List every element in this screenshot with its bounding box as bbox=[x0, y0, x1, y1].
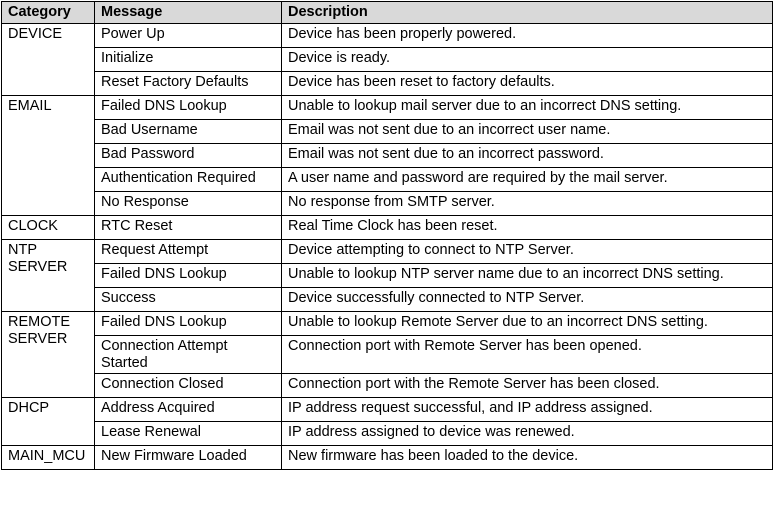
message-cell: New Firmware Loaded bbox=[95, 446, 282, 470]
table-row bbox=[2, 168, 773, 192]
description-cell: IP address assigned to device was renewed. bbox=[282, 422, 773, 446]
message-cell: Bad Username bbox=[95, 120, 282, 144]
table-row bbox=[2, 374, 773, 398]
table-row bbox=[2, 398, 773, 422]
table-row bbox=[2, 48, 773, 72]
message-cell: Authentication Required bbox=[95, 168, 282, 192]
table-row bbox=[2, 422, 773, 446]
table-row bbox=[2, 24, 773, 48]
table-row bbox=[2, 264, 773, 288]
message-cell: No Response bbox=[95, 192, 282, 216]
message-cell: Failed DNS Lookup bbox=[95, 96, 282, 120]
message-cell: Success bbox=[95, 288, 282, 312]
table-row bbox=[2, 96, 773, 120]
description-cell: No response from SMTP server. bbox=[282, 192, 773, 216]
description-cell: Unable to lookup Remote Server due to an incorrect DNS setting. bbox=[282, 312, 773, 336]
message-cell: Connection Closed bbox=[95, 374, 282, 398]
description-cell: Unable to lookup NTP server name due to an incorrect DNS setting. bbox=[282, 264, 773, 288]
table-header bbox=[2, 2, 773, 24]
category-cell-device: DEVICE bbox=[2, 24, 95, 96]
header-message: Message bbox=[95, 2, 282, 24]
table-row bbox=[2, 312, 773, 336]
description-cell: Device has been properly powered. bbox=[282, 24, 773, 48]
description-cell: IP address request successful, and IP address assigned. bbox=[282, 398, 773, 422]
description-cell: Device successfully connected to NTP Server. bbox=[282, 288, 773, 312]
table-row bbox=[2, 120, 773, 144]
message-cell: Initialize bbox=[95, 48, 282, 72]
message-cell: Lease Renewal bbox=[95, 422, 282, 446]
message-cell: Failed DNS Lookup bbox=[95, 264, 282, 288]
table-row bbox=[2, 240, 773, 264]
category-cell-clock: CLOCK bbox=[2, 216, 95, 240]
table-body bbox=[2, 24, 773, 470]
message-cell: Bad Password bbox=[95, 144, 282, 168]
message-cell: Failed DNS Lookup bbox=[95, 312, 282, 336]
category-cell-ntp-server: NTP SERVER bbox=[2, 240, 95, 312]
table-row bbox=[2, 288, 773, 312]
description-cell: Device has been reset to factory defaults. bbox=[282, 72, 773, 96]
header-row bbox=[2, 2, 773, 24]
description-cell: A user name and password are required by the mail server. bbox=[282, 168, 773, 192]
description-cell: Email was not sent due to an incorrect password. bbox=[282, 144, 773, 168]
description-cell: Connection port with the Remote Server has been closed. bbox=[282, 374, 773, 398]
description-cell: Real Time Clock has been reset. bbox=[282, 216, 773, 240]
table-row bbox=[2, 336, 773, 374]
table-row bbox=[2, 72, 773, 96]
category-cell-main-mcu: MAIN_MCU bbox=[2, 446, 95, 470]
description-cell: Unable to lookup mail server due to an incorrect DNS setting. bbox=[282, 96, 773, 120]
description-cell: Connection port with Remote Server has been opened. bbox=[282, 336, 773, 374]
category-cell-email: EMAIL bbox=[2, 96, 95, 216]
message-cell: Address Acquired bbox=[95, 398, 282, 422]
message-cell: RTC Reset bbox=[95, 216, 282, 240]
message-cell: Power Up bbox=[95, 24, 282, 48]
description-cell: Email was not sent due to an incorrect user name. bbox=[282, 120, 773, 144]
message-cell: Request Attempt bbox=[95, 240, 282, 264]
category-cell-dhcp: DHCP bbox=[2, 398, 95, 446]
table-row bbox=[2, 192, 773, 216]
description-cell: Device is ready. bbox=[282, 48, 773, 72]
event-log-table bbox=[1, 1, 773, 470]
description-cell: New firmware has been loaded to the device. bbox=[282, 446, 773, 470]
description-cell: Device attempting to connect to NTP Server. bbox=[282, 240, 773, 264]
message-cell: Connection Attempt Started bbox=[95, 336, 282, 374]
category-cell-remote-server: REMOTE SERVER bbox=[2, 312, 95, 398]
table-row bbox=[2, 446, 773, 470]
table-row bbox=[2, 144, 773, 168]
header-description: Description bbox=[282, 2, 773, 24]
message-cell: Reset Factory Defaults bbox=[95, 72, 282, 96]
header-category: Category bbox=[2, 2, 95, 24]
table-row bbox=[2, 216, 773, 240]
